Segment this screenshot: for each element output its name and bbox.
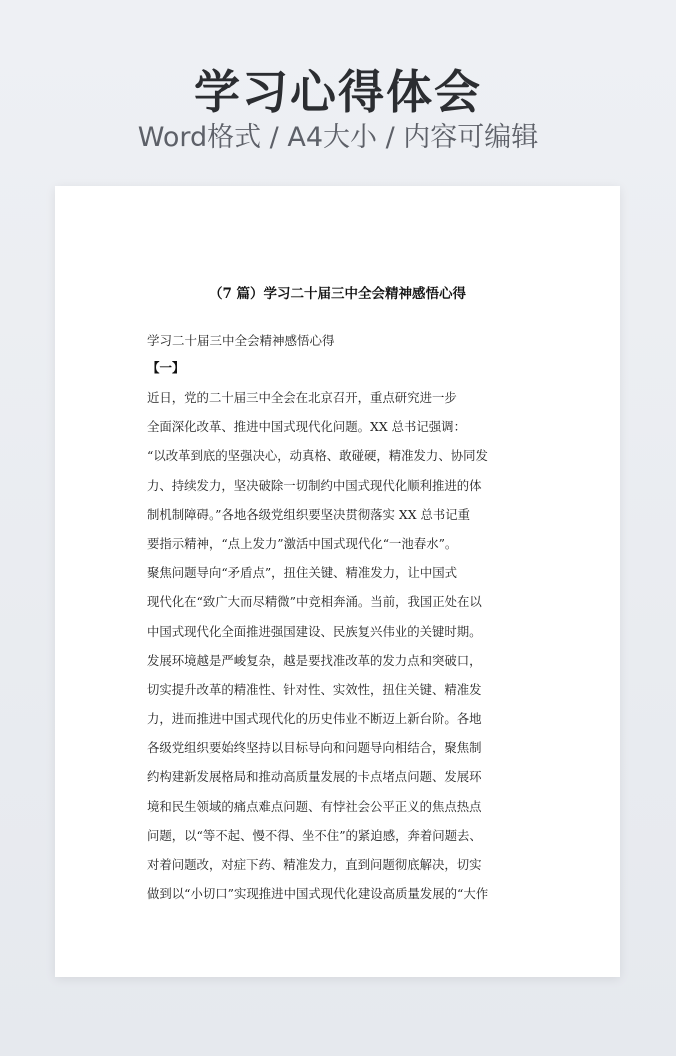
body-line: “以改革到底的坚强决心，动真格、敢碰硬，精准发力、协同发 [147, 448, 488, 464]
document-body [147, 388, 532, 913]
banner-title: 学习心得体会 [194, 65, 482, 119]
body-line: 做到以“小切口”实现推进中国式现代化建设高质量发展的“大作 [147, 886, 489, 902]
document-subtitle: 学习二十届三中全会精神感悟心得 [147, 333, 335, 348]
document-page [55, 186, 620, 977]
document-title: （7 篇）学习二十届三中全会精神感悟心得 [208, 286, 467, 302]
body-line: 切实提升改革的精准性、针对性、实效性，扭住关键、精准发 [147, 681, 482, 697]
body-line: 力、持续发力，坚决破除一切制约中国式现代化顺利推进的体 [147, 477, 482, 493]
body-line: 约构建新发展格局和推动高质量发展的卡点堵点问题、发展环 [147, 769, 482, 785]
banner-subtitle: Word格式 / A4大小 / 内容可编辑 [137, 122, 539, 153]
body-line: 力，进而推进中国式现代化的历史伟业不断迈上新台阶。各地 [147, 711, 482, 727]
body-line: 全面深化改革、推进中国式现代化问题。XX 总书记强调： [147, 419, 466, 435]
body-line: 现代化在“致广大而尽精微”中竞相奔涌。当前，我国正处在以 [147, 594, 482, 610]
body-line: 对着问题改，对症下药、精准发力，直到问题彻底解决，切实 [147, 857, 482, 872]
body-line: 各级党组织要始终坚持以目标导向和问题导向相结合，聚焦制 [147, 740, 482, 756]
body-line: 要指示精神，“点上发力”激活中国式现代化“一池春水”。 [147, 535, 458, 551]
body-line: 近日，党的二十届三中全会在北京召开，重点研究进一步 [147, 390, 457, 405]
body-line: 问题，以“等不起、慢不得、坐不住”的紧迫感，奔着问题去、 [147, 827, 482, 843]
section-heading: 【一】 [147, 360, 185, 375]
body-line: 发展环境越是严峻复杂，越是要找准改革的发力点和突破口， [147, 652, 482, 668]
body-line: 中国式现代化全面推进强国建设、民族复兴伟业的关键时期。 [147, 623, 482, 639]
body-line: 制机制障碍。”各地各级党组织要坚决贯彻落实 XX 总书记重 [147, 506, 471, 522]
body-line: 聚焦问题导向“矛盾点”，扭住关键、精准发力，让中国式 [147, 565, 458, 581]
body-line: 境和民生领域的痛点难点问题、有悖社会公平正义的焦点热点 [147, 798, 482, 814]
